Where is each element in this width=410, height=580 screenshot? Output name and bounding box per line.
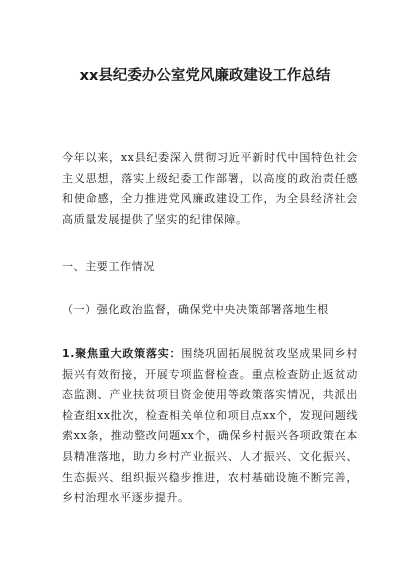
item-body: 围绕巩固拓展脱贫攻坚成果同乡村振兴有效衔接，开展专项监督检查。重点检查防止返贫动态监测、产业扶贫项目资金使用等政策落实情况，共派出检查组xx批次，检查相关单位和项目点xx个，发现问题线索xx条，推动整改问题xx个，确保乡村振兴各项政策在本县精准落地，助力乡村产业振兴、人才振兴、文化振兴、生态振兴、组织振兴稳步推进，农村基础设施不断完善，乡村治理水平逐步提升。 [62, 347, 359, 505]
document-title: xx县纪委办公室党风廉政建设工作总结 [79, 68, 331, 84]
section-heading: 一、主要工作情况 [62, 260, 155, 273]
item-paragraph [62, 344, 358, 509]
item-lead: 1.聚焦重大政策落实： [62, 347, 182, 360]
subsection-heading: （一）强化政治监督，确保党中央决策部署落地生根 [62, 303, 329, 316]
intro-paragraph: 今年以来，xx县纪委深入贯彻习近平新时代中国特色社会主义思想，落实上级纪委工作部署，以高度的政治责任感和使命感，全力推进党风廉政建设工作，为全县经济社会高质量发展提供了坚实的纪律保障。 [62, 151, 358, 226]
